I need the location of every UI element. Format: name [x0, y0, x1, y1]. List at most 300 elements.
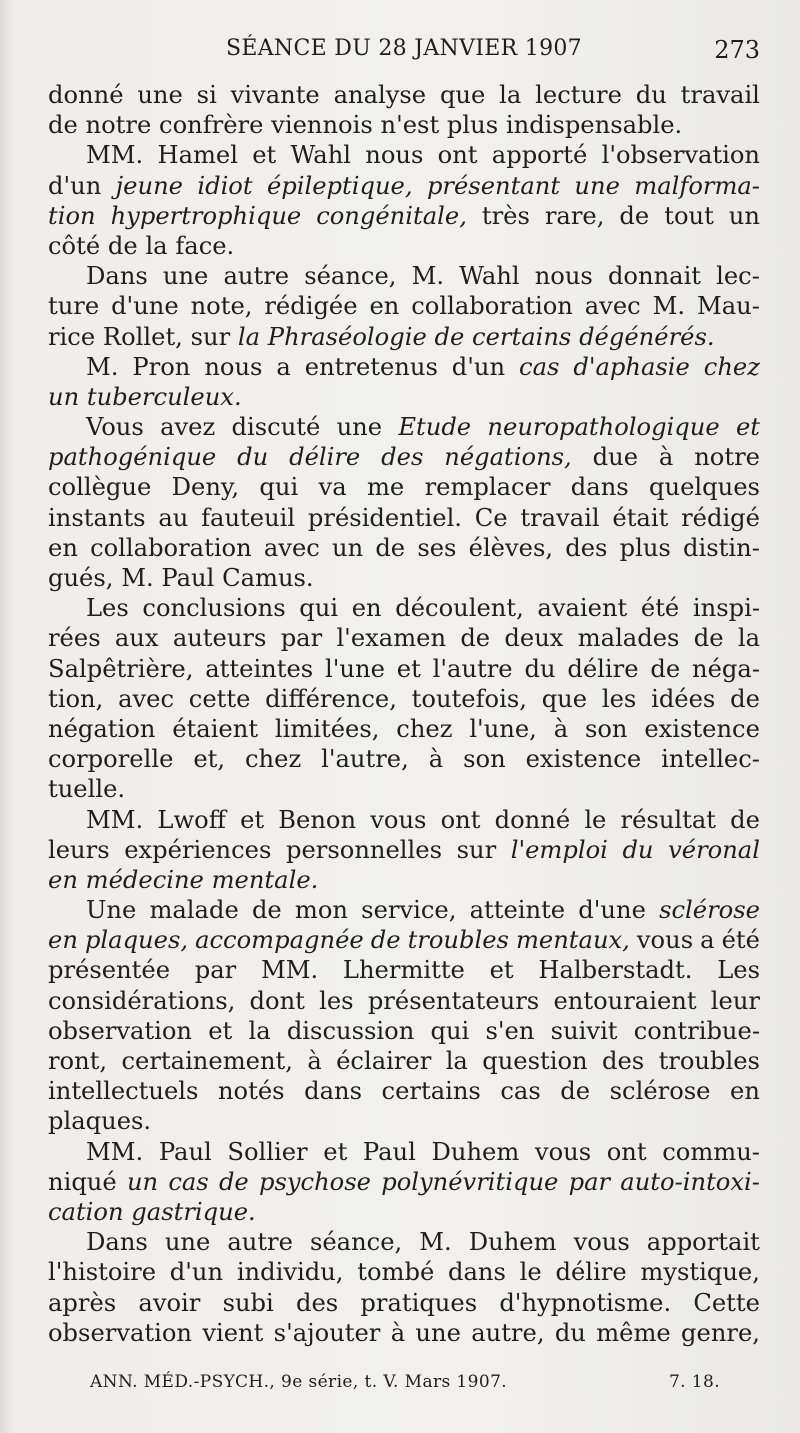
word: quelques — [649, 473, 760, 502]
word: qui — [299, 594, 339, 623]
word: Paul — [161, 564, 215, 592]
word: vient — [202, 1318, 264, 1347]
italic-word: tuberculeux. — [86, 382, 242, 411]
text-line — [48, 1137, 760, 1167]
word: présentateurs — [367, 986, 540, 1015]
word: séance, — [309, 1228, 403, 1257]
word: rées — [48, 624, 101, 653]
word: tion, — [48, 684, 104, 713]
text-line — [48, 322, 760, 352]
word: délire — [567, 654, 639, 683]
word: d'hypnotisme. — [499, 1288, 672, 1317]
word: qui — [259, 473, 299, 502]
word: des — [565, 533, 608, 562]
word: le — [584, 805, 607, 834]
word: la — [445, 1047, 468, 1075]
word: éclairer — [336, 1047, 432, 1075]
word: de — [460, 624, 491, 653]
word: lecture — [535, 81, 622, 109]
italic-word: une — [574, 171, 620, 200]
word: avez — [160, 413, 216, 442]
italic-word: malforma- — [634, 171, 760, 200]
word: plaques. — [48, 1107, 152, 1136]
word: élèves, — [468, 533, 554, 562]
word: autre — [223, 262, 290, 291]
word: donné — [48, 81, 124, 109]
text-line — [48, 593, 760, 623]
word: mystique, — [640, 1258, 760, 1287]
text-line — [48, 442, 760, 472]
word: Camus. — [222, 564, 314, 592]
italic-word: du — [237, 443, 269, 472]
word: notre — [85, 111, 152, 140]
word: nous — [204, 352, 263, 381]
word: à — [658, 443, 674, 472]
word: intellec- — [661, 745, 760, 774]
word: la — [499, 81, 522, 109]
word: MM. — [86, 805, 144, 834]
italic-word: chez — [703, 352, 760, 381]
text-line — [48, 1227, 760, 1257]
italic-word: Etude — [398, 413, 472, 442]
word: collègue — [48, 473, 152, 502]
word: commu- — [662, 1137, 760, 1166]
word: après — [48, 1288, 117, 1317]
italic-word: épileptique, — [266, 171, 413, 200]
italic-word: Phraséologie — [267, 322, 427, 351]
word: analyse — [333, 81, 427, 109]
word: leur — [710, 986, 760, 1015]
word: tuelle. — [48, 775, 126, 804]
word: Halberstadt. — [538, 956, 693, 985]
word: M. — [86, 352, 119, 381]
word: observation — [48, 1318, 193, 1347]
word: présidentiel. — [307, 503, 462, 532]
word: plus — [619, 533, 671, 562]
text-line — [48, 1167, 760, 1197]
word: collaboration — [411, 292, 573, 321]
word: l'autre — [432, 654, 513, 683]
word: présentée — [48, 956, 171, 985]
word: des — [295, 1288, 339, 1317]
text-line — [48, 1016, 760, 1046]
word: de — [48, 111, 78, 140]
word: au — [158, 503, 189, 532]
word: Lhermitte — [342, 956, 465, 985]
word: Duhem — [468, 1228, 557, 1257]
word: de — [730, 805, 760, 834]
italic-word: en — [48, 926, 78, 955]
word: d'une — [578, 896, 646, 925]
word: la — [248, 1016, 271, 1045]
word: très — [481, 201, 530, 230]
word: sur — [456, 835, 497, 864]
word: considérations, — [48, 986, 236, 1015]
word: une — [162, 262, 209, 291]
italic-word: idiot — [197, 171, 253, 200]
word: vous — [636, 926, 694, 955]
text-line — [48, 412, 760, 442]
word: négation — [48, 714, 156, 743]
word: vous — [370, 805, 427, 834]
word: Dans — [86, 1228, 148, 1257]
word: et — [396, 654, 421, 683]
word: cas — [500, 1077, 541, 1106]
word: Une — [86, 896, 137, 925]
word: due — [592, 443, 639, 472]
word: vivante — [230, 81, 320, 109]
word: nous — [365, 141, 424, 170]
word: idées — [651, 684, 716, 713]
word: de — [251, 896, 282, 925]
word: et — [240, 805, 265, 834]
word: pratiques — [360, 1288, 478, 1317]
italic-word: et — [735, 413, 760, 442]
word: et, — [193, 745, 226, 774]
word: Salpêtrière, — [48, 654, 194, 683]
word: distin- — [683, 533, 760, 562]
word: Rollet, — [102, 322, 183, 351]
word: de — [107, 231, 138, 260]
word: et — [489, 956, 514, 985]
word: avec — [263, 533, 320, 562]
word: auteurs — [172, 624, 267, 653]
word: côté — [48, 231, 101, 260]
italic-word: mentaux, — [515, 926, 630, 955]
word: ont — [606, 1137, 647, 1166]
word: l'observation — [601, 141, 760, 170]
word: certains — [381, 1077, 481, 1106]
word: donné — [494, 805, 571, 834]
italic-word: accompagnée — [195, 926, 364, 955]
text-line — [48, 684, 760, 714]
word: va — [318, 473, 347, 502]
word: Les — [717, 956, 760, 985]
word: dans — [570, 473, 629, 502]
word: contribue- — [633, 1016, 760, 1045]
italic-word: de — [434, 322, 465, 351]
word: s'en — [485, 1016, 535, 1045]
text-line — [48, 654, 760, 684]
word: été — [640, 594, 680, 623]
text-line — [48, 261, 760, 291]
word: néga- — [692, 654, 760, 683]
italic-word: tion — [48, 201, 96, 230]
word: de — [730, 684, 760, 713]
word: s'ajouter — [273, 1318, 381, 1347]
word: Deny, — [171, 473, 240, 502]
word: MM. — [86, 141, 144, 170]
text-line — [48, 533, 760, 563]
text-line — [48, 1257, 760, 1287]
word: était — [612, 503, 669, 532]
word: l'une — [325, 654, 385, 683]
word: malade — [149, 896, 239, 925]
word: chez — [396, 714, 453, 743]
word: différence, — [265, 684, 397, 713]
word: malades — [577, 624, 680, 653]
italic-word: neuropathologique — [487, 413, 720, 442]
word: Vous — [86, 413, 144, 442]
word: un — [728, 201, 760, 230]
text-line — [48, 110, 760, 140]
word: le — [519, 1258, 542, 1287]
page-footer — [90, 1372, 720, 1400]
italic-word: plaques, — [84, 926, 189, 955]
word: en — [369, 292, 400, 321]
italic-word: l'emploi — [510, 835, 608, 864]
word: suivit — [550, 1016, 618, 1045]
text-line — [48, 563, 760, 593]
word: a — [700, 926, 715, 955]
word: note, — [190, 292, 253, 321]
italic-word: délire — [289, 443, 361, 472]
word: autre, — [471, 1318, 545, 1347]
word: dont — [249, 986, 305, 1015]
word: des — [601, 1047, 645, 1075]
word: Pron — [132, 352, 191, 381]
word: à — [390, 1318, 406, 1347]
word: d'un — [48, 171, 102, 200]
word: Paul — [362, 1137, 416, 1166]
word: rédigée — [264, 292, 358, 321]
word: à — [553, 714, 569, 743]
word: par — [280, 624, 323, 653]
word: travail — [680, 81, 760, 109]
word: indispensable. — [505, 111, 683, 140]
word: remplacer — [424, 473, 551, 502]
text-line — [48, 835, 760, 865]
italic-word: négations, — [444, 443, 572, 472]
word: dans — [304, 1077, 363, 1106]
word: autre — [227, 1228, 293, 1257]
word: niqué — [48, 1167, 117, 1196]
italic-word: présentant — [426, 171, 561, 200]
word: mon — [294, 896, 348, 925]
word: Wahl — [459, 262, 520, 291]
word: sur — [190, 322, 231, 351]
italic-word: de — [370, 926, 401, 955]
word: subi — [222, 1288, 274, 1317]
word: Paul — [158, 1137, 212, 1166]
word: du — [635, 81, 667, 109]
word: rédigé — [681, 503, 760, 532]
italic-word: psychose — [259, 1167, 371, 1196]
word: une — [336, 413, 383, 442]
italic-word: auto-intoxi- — [620, 1167, 760, 1196]
word: limitées, — [274, 714, 380, 743]
page-header — [48, 36, 760, 70]
italic-word: la — [237, 322, 261, 351]
text-line — [48, 171, 760, 201]
word: chez — [245, 745, 302, 774]
word: que — [439, 81, 486, 109]
word: Dans — [86, 262, 148, 291]
word: travail — [520, 503, 600, 532]
word: à — [428, 745, 444, 774]
word: séance, — [304, 262, 397, 291]
text-line — [48, 1288, 760, 1318]
text-line — [48, 955, 760, 985]
text-line — [48, 623, 760, 653]
word: tout — [664, 201, 714, 230]
word: en — [730, 1077, 760, 1106]
word: la — [145, 231, 168, 260]
text-line — [48, 774, 760, 804]
word: été — [721, 926, 760, 955]
word: tombé — [357, 1258, 435, 1287]
italic-word: cas — [168, 1167, 209, 1196]
italic-word: sclérose — [659, 896, 760, 925]
word: observation — [48, 1016, 193, 1045]
text-line — [48, 352, 760, 382]
italic-word: d'aphasie — [573, 352, 690, 381]
word: corporelle — [48, 745, 174, 774]
word: Benon — [278, 805, 357, 834]
word: avec — [118, 684, 175, 713]
italic-word: cas — [519, 352, 560, 381]
text-line — [48, 382, 760, 412]
word: existence — [525, 745, 642, 774]
word: une — [415, 1318, 461, 1347]
italic-word: hypertrophique — [110, 201, 302, 230]
signature-mark: 7. 18. — [668, 1372, 720, 1392]
word: l'autre, — [321, 745, 409, 774]
word: avoir — [138, 1288, 201, 1317]
word: avec — [584, 292, 641, 321]
word: dans — [448, 1258, 506, 1287]
word: Ce — [474, 503, 508, 532]
word: Duhem — [431, 1137, 520, 1166]
word: ture — [48, 292, 100, 321]
italic-word: jeune — [115, 171, 183, 200]
word: toutefois, — [411, 684, 527, 713]
text-line — [48, 140, 760, 170]
word: que — [541, 684, 588, 713]
word: discussion — [286, 1016, 415, 1045]
text-line — [48, 744, 760, 774]
word: qui — [430, 1016, 470, 1045]
italic-word: de — [218, 1167, 249, 1196]
footer-citation: ANN. MÉD.-PSYCH., 9e série, t. V. Mars 1907. — [90, 1372, 508, 1392]
text-line — [48, 472, 760, 502]
word: un — [332, 533, 364, 562]
word: ont — [437, 141, 478, 170]
word: apportait — [646, 1228, 760, 1257]
word: délire — [555, 1258, 627, 1287]
word: une — [137, 81, 183, 109]
text-line — [48, 805, 760, 835]
italic-word: pathogénique — [48, 443, 217, 472]
word: confrère — [159, 111, 264, 140]
text-line — [48, 714, 760, 744]
word: et — [208, 1016, 233, 1045]
italic-word: certains — [472, 322, 572, 351]
word: atteinte — [469, 896, 566, 925]
word: rice — [48, 322, 96, 351]
word: l'examen — [336, 624, 447, 653]
italic-word: médecine — [85, 865, 204, 894]
word: Mau- — [696, 292, 760, 321]
word: en — [48, 533, 78, 562]
body-text — [48, 80, 760, 1348]
italic-word: gastrique. — [131, 1197, 256, 1226]
word: Les — [86, 594, 129, 623]
word: les — [319, 986, 354, 1015]
text-line — [48, 986, 760, 1016]
word: par — [194, 956, 237, 985]
word: gués, — [48, 564, 114, 592]
italic-word: mentale. — [211, 865, 319, 894]
word: notre — [694, 443, 760, 472]
word: ront, — [48, 1047, 108, 1075]
word: de — [650, 654, 681, 683]
word: M. — [121, 564, 154, 592]
word: donnait — [607, 262, 702, 291]
word: notés — [217, 1077, 285, 1106]
italic-word: cation — [48, 1197, 124, 1226]
word: face. — [175, 231, 235, 260]
word: Hamel — [157, 141, 238, 170]
word: M. — [419, 1228, 452, 1257]
word: personnelles — [285, 835, 442, 864]
italic-word: un — [126, 1167, 159, 1196]
italic-word: des — [381, 443, 424, 472]
italic-word: du — [622, 835, 654, 864]
word: M. — [652, 292, 686, 321]
word: existence — [644, 714, 760, 743]
text-line — [48, 291, 760, 321]
word: certainement, — [121, 1047, 293, 1075]
word: nous — [534, 262, 593, 291]
word: individu, — [236, 1258, 344, 1287]
word: même — [596, 1318, 671, 1347]
word: à — [307, 1047, 322, 1075]
word: MM. — [86, 1137, 144, 1166]
word: si — [196, 81, 217, 109]
word: d'un — [169, 1258, 224, 1287]
page-number: 273 — [714, 36, 760, 64]
word: Wahl — [290, 141, 352, 170]
word: aux — [114, 624, 159, 653]
text-line — [48, 201, 760, 231]
text-line — [48, 1197, 760, 1227]
text-line — [48, 865, 760, 895]
word: d'une — [111, 292, 179, 321]
word: me — [366, 473, 405, 502]
word: entretenus — [304, 352, 438, 381]
word: son — [584, 714, 628, 743]
word: son — [463, 745, 506, 774]
word: inspi- — [692, 594, 760, 623]
word: genre, — [681, 1318, 760, 1347]
word: de — [693, 624, 724, 653]
word: M. — [411, 262, 445, 291]
italic-word: véronal — [668, 835, 760, 864]
text-line — [48, 503, 760, 533]
word: apporté — [491, 141, 588, 170]
word: service, — [361, 896, 457, 925]
word: viennois — [271, 111, 373, 140]
word: vous — [573, 1228, 630, 1257]
word: en — [351, 594, 382, 623]
word: une — [164, 1228, 211, 1257]
word: MM. — [260, 956, 319, 985]
word: troubles — [658, 1047, 760, 1075]
italic-word: polynévritique — [381, 1167, 559, 1196]
text-line — [48, 1046, 760, 1076]
word: question — [482, 1047, 588, 1075]
